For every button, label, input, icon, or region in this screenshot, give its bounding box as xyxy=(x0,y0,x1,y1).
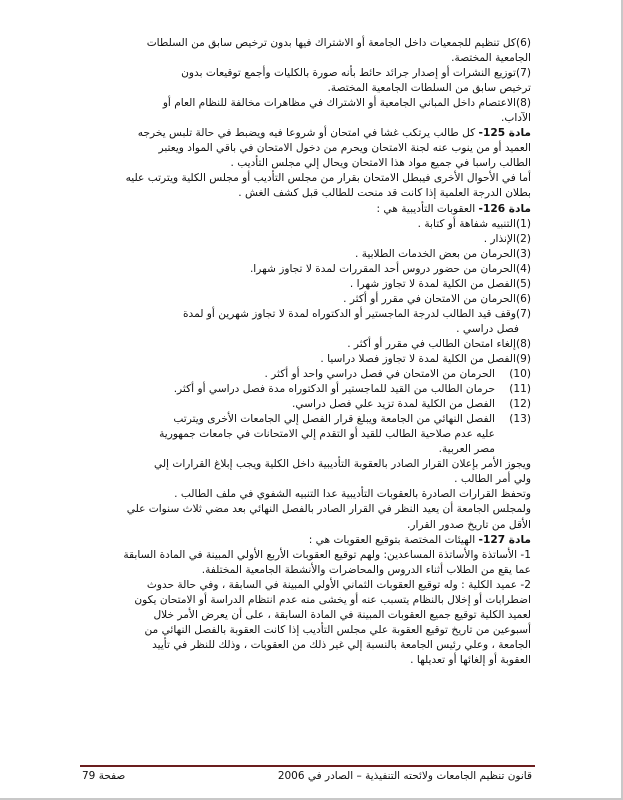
list-item: (9)الفصل من الكلية لمدة لا تجاوز فصلا دراسيا . xyxy=(320,352,531,365)
line: الأقل من تاريخ صدور القرار. xyxy=(407,518,531,531)
line: الجامعة ، وعلي رئيس الجامعة بالنسبة إلي غير ذلك من العقوبات ، وذلك للنظر في تأييد xyxy=(152,638,531,651)
list-item xyxy=(86,382,531,397)
line: 2- عميد الكلية : وله توقيع العقوبات الثماني الأولي المبينة في السابقة ، وفي حالة حدوث xyxy=(146,578,531,591)
line: أسبوعين من تاريخ توقيع العقوبة علي مجلس التأديب إذا كانت العقوبة بالفصل النهائي من xyxy=(144,623,531,636)
line: فصل دراسي . xyxy=(456,322,519,335)
line: العقوبات التأديبية هي : xyxy=(376,202,479,215)
page-footer xyxy=(82,770,532,782)
item-text: الفصل من الكلية لمدة تزيد علي فصل دراسي. xyxy=(291,398,495,411)
line: كل طالب يرتكب غشا في امتحان أو شروعا فيه ويضبط في حالة تلبس يخرجه xyxy=(137,127,479,140)
line: ولي أمر الطالب . xyxy=(454,473,531,486)
item-text: حرمان الطالب من القيد للماجستير أو الدكتوراه مدة فصل دراسي أو أكثر. xyxy=(173,383,495,396)
item-number: (10) xyxy=(509,368,531,381)
line: الهيئات المختصة بتوقيع العقوبات هي : xyxy=(308,533,479,546)
list-item: (2)الإنذار . xyxy=(483,232,531,245)
list-item: (6)الحرمان من الامتحان في مقرر أو أكثر . xyxy=(343,292,531,305)
list-item xyxy=(86,367,531,382)
article-heading: مادة 126- xyxy=(478,202,531,215)
list-item: (7)وقف قيد الطالب لدرجة الماجستير أو الدكتوراه لمدة لا تجاوز شهرين أو لمدة xyxy=(182,307,531,320)
article-126 xyxy=(86,202,531,217)
line: ترخيص سابق من السلطات الجامعية المختصة. xyxy=(327,82,531,95)
item-text: الحرمان من الامتحان في فصل دراسي واحد أو أكثر . xyxy=(264,368,495,381)
footer-title: قانون تنظيم الجامعات ولائحته التنفيذية – الصادر في 2006 xyxy=(277,770,532,782)
line: الجامعية المختصة. xyxy=(451,52,531,65)
line: العميد أو من ينوب عنه لجنة الامتحان ويحرم من دخول الامتحان في باقي المواد ويعتبر xyxy=(158,142,531,155)
list-item: (8)إلغاء امتحان الطالب في مقرر أو أكثر . xyxy=(347,337,531,350)
line: (8)الاعتصام داخل المباني الجامعية أو الاشتراك في مظاهرات مخالفة للنظام العام أو xyxy=(162,97,531,110)
line: عما يقع من الطلاب أثناء الدروس والمحاضرات والأنشطة الجامعية المختلفة. xyxy=(201,563,531,576)
list-item: (5)الفصل من الكلية لمدة لا تجاوز شهرا . xyxy=(349,277,531,290)
line: ويجوز الأمر بإعلان القرار الصادر بالعقوبة التأديبية داخل الكلية ويجب إبلاغ القرارات إلي xyxy=(154,458,531,471)
line: لعميد الكلية توقيع جميع العقوبات المبينة في المادة السابقة ، على أن يعرض الأمر خلال xyxy=(153,608,531,621)
line: وتحفظ القرارات الصادرة بالعقوبات التأديبية عدا التنبيه الشفوي في ملف الطالب . xyxy=(174,488,531,501)
item-number: (12) xyxy=(509,398,531,411)
line: عليه عدم صلاحية الطالب للقيد أو التقدم إلي الامتحانات في جامعات جمهورية xyxy=(159,428,495,441)
line: 1- الأساتذة والأساتذة المساعدين: ولهم توقيع العقوبات الأربع الأولي المبينة في المادة السابقة xyxy=(123,548,531,561)
item-number: (11) xyxy=(509,383,531,396)
line: اضطرابات أو إخلال بالنظام يتسبب عنه أو يخشى منه عدم انتظام الدراسة أو الامتحان يكون xyxy=(134,593,531,606)
article-127 xyxy=(86,533,531,548)
body-text xyxy=(86,36,531,668)
item-number: (13) xyxy=(509,413,531,426)
line: أما في الأحوال الأخرى فيبطل الامتحان بقرار من مجلس التأديب أو مجلس الكلية ويترتب عليه xyxy=(125,172,531,185)
item-text: الفصل النهائي من الجامعة ويبلغ قرار الفصل إلي الجامعات الأخرى ويترتب xyxy=(173,413,495,426)
footer-divider xyxy=(80,765,535,767)
line: (7)توزيع النشرات أو إصدار جرائد حائط بأنه صورة بالكليات وأجمع توقيعات بدون xyxy=(181,67,531,80)
line: بطلان الدرجة العلمية إذا كانت قد منحت للطالب قبل كشف الغش . xyxy=(238,187,531,200)
list-item xyxy=(86,412,531,427)
list-item: (4)الحرمان من حضور دروس أحد المقررات لمدة لا تجاوز شهرا. xyxy=(249,262,531,275)
article-125 xyxy=(86,126,531,141)
page-number: صفحة 79 xyxy=(82,770,126,782)
line: العقوبة أو إلغائها أو تعديلها . xyxy=(410,653,531,666)
line: ولمجلس الجامعة أن يعيد النظر في القرار الصادر بالفصل النهائي بعد مضي ثلاث سنوات علي xyxy=(126,503,531,516)
list-item: (3)الحرمان من بعض الخدمات الطلابية . xyxy=(355,247,531,260)
line: (6)كل تنظيم للجمعيات داخل الجامعة أو الاشتراك فيها بدون ترخيص سابق من السلطات xyxy=(146,37,531,49)
list-item: (1)التنبيه شفاهة أو كتابة . xyxy=(417,217,531,230)
line: الطالب راسبا في جميع مواد هذا الامتحان ويحال إلي مجلس التأديب . xyxy=(230,157,531,170)
list-item xyxy=(86,397,531,412)
article-heading: مادة 127- xyxy=(478,533,531,546)
line: الآداب. xyxy=(501,112,531,125)
article-heading: مادة 125- xyxy=(478,127,531,140)
line: مصر العربية. xyxy=(438,443,495,456)
